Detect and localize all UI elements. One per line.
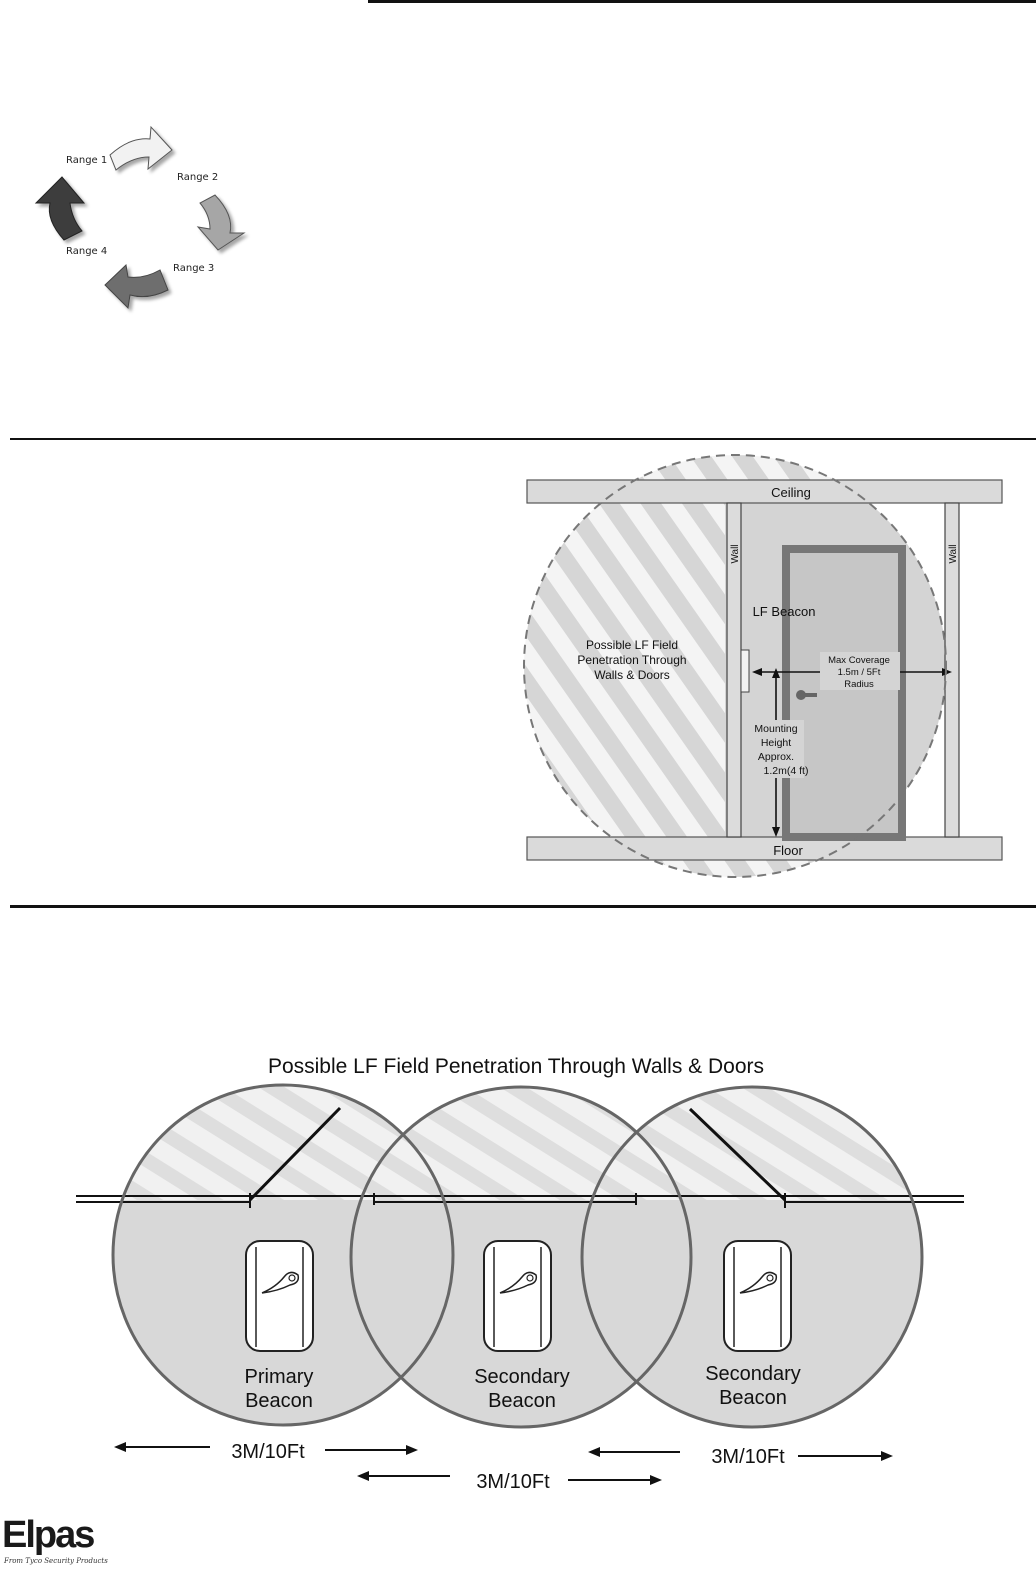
section-rule-bottom: [10, 905, 1036, 908]
beacon-3-label-line-2: Beacon: [719, 1387, 787, 1409]
wall-left-label: Wall: [730, 544, 741, 564]
header-rule: [368, 0, 1036, 3]
section-rule-top: [10, 438, 1036, 440]
beacon-layout-diagram: [70, 1045, 970, 1500]
layout-title: Possible LF Field Penetration Through Walls & Doors: [267, 1055, 765, 1078]
beacon-3-label-line-1: Secondary: [705, 1363, 801, 1385]
mounting-line-4: 1.2m(4 ft): [763, 765, 809, 777]
range-1-label: Range 1: [66, 155, 108, 166]
lf-beacon-label: LF Beacon: [752, 604, 816, 619]
secondary-beacon-icon-1: [484, 1241, 551, 1351]
floor: [527, 837, 1002, 860]
beacon-1-label-line-2: Beacon: [245, 1390, 313, 1412]
range-4-label: Range 4: [66, 246, 108, 257]
coverage-line-2: 1.5m / 5Ft: [837, 667, 881, 678]
primary-beacon-icon: [246, 1241, 313, 1351]
beacon-2-label-line-1: Secondary: [474, 1366, 570, 1388]
coverage-line-1: Max Coverage: [828, 655, 890, 666]
beacon-1-label-line-1: Primary: [244, 1366, 314, 1388]
range-4-arrow: [36, 177, 84, 240]
floor-label: Floor: [773, 843, 803, 858]
elpas-logo: Elpas: [2, 1514, 94, 1556]
range-2-arrow: [198, 195, 244, 250]
range-3-label: Range 3: [173, 263, 215, 274]
mounting-line-3: Approx.: [757, 751, 795, 763]
mounting-line-2: Height: [760, 737, 792, 749]
wall-right-label: Wall: [948, 544, 959, 564]
secondary-beacon-icon-2: [724, 1241, 791, 1351]
mounting-line-1: Mounting: [754, 723, 798, 735]
ceiling-label: Ceiling: [771, 485, 811, 500]
distance-label-3: 3M/10Ft: [476, 1471, 550, 1493]
range-3-arrow: [105, 265, 168, 308]
ceiling: [527, 480, 1002, 503]
distance-label-1: 3M/10Ft: [231, 1441, 305, 1463]
lf-beacon-icon: [741, 650, 749, 692]
range-cycle-diagram: [20, 115, 270, 315]
coverage-line-3: Radius: [844, 679, 874, 690]
distance-label-2: 3M/10Ft: [711, 1446, 785, 1468]
range-2-label: Range 2: [177, 172, 219, 183]
beacon-room-diagram: [520, 450, 1010, 892]
beacon-2-label-line-2: Beacon: [488, 1390, 556, 1412]
penetration-line-3: Walls & Doors: [594, 668, 670, 682]
penetration-line-1: Possible LF Field: [585, 638, 679, 652]
penetration-line-2: Penetration Through: [577, 653, 687, 667]
range-1-arrow: [110, 127, 172, 170]
logo-tagline: From Tyco Security Products: [4, 1557, 108, 1565]
